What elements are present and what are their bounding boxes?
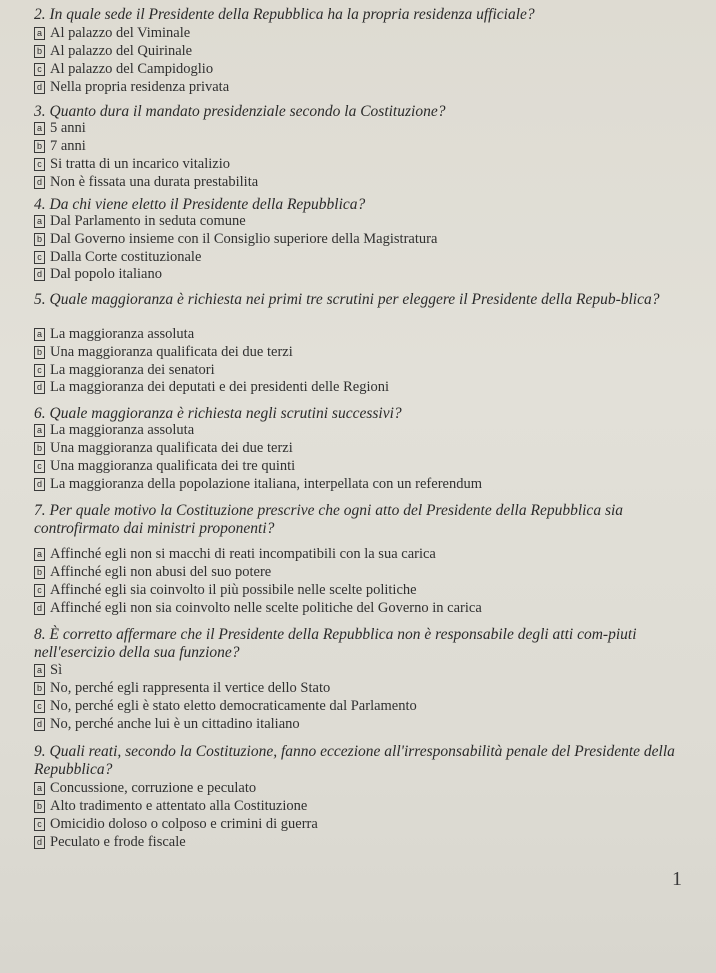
option-d[interactable] (34, 174, 258, 190)
option-letter-box: b (34, 346, 45, 359)
option-letter-box: d (34, 81, 45, 94)
option-letter-box: a (34, 328, 45, 341)
option-letter-box: a (34, 122, 45, 135)
option-a[interactable] (34, 422, 194, 438)
option-a[interactable] (34, 662, 62, 678)
option-text: No, perché egli rappresenta il vertice dello Stato (50, 680, 331, 696)
option-b[interactable] (34, 138, 86, 154)
option-text: La maggioranza della popolazione italiana, interpellata con un referendum (50, 476, 482, 492)
option-b[interactable] (34, 440, 293, 456)
question-text: 4. Da chi viene eletto il Presidente della Repubblica? (34, 196, 366, 213)
option-letter-box: a (34, 664, 45, 677)
option-letter-box: d (34, 836, 45, 849)
option-letter-box: d (34, 478, 45, 491)
option-letter-box: d (34, 718, 45, 731)
option-d[interactable] (34, 834, 186, 850)
option-letter-box: d (34, 176, 45, 189)
option-b[interactable] (34, 798, 307, 814)
option-a[interactable] (34, 213, 246, 229)
option-letter-box: b (34, 566, 45, 579)
option-letter-box: a (34, 548, 45, 561)
option-text: Dalla Corte costituzionale (50, 249, 202, 265)
option-letter-box: d (34, 381, 45, 394)
option-letter-box: d (34, 602, 45, 615)
option-text: La maggioranza assoluta (50, 422, 195, 438)
option-letter-box: b (34, 442, 45, 455)
option-letter-box: a (34, 424, 45, 437)
option-letter-box: b (34, 45, 45, 58)
option-letter-box: c (34, 364, 45, 377)
option-text: No, perché egli è stato eletto democraticamente dal Parlamento (50, 698, 417, 714)
question-text: 9. Quali reati, secondo la Costituzione, fanno eccezione all'irresponsabilità penale del Presidente della Repubblica? (34, 743, 675, 778)
option-letter-box: a (34, 215, 45, 228)
option-text: Sì (50, 662, 63, 678)
page-number: 1 (672, 868, 682, 890)
option-text: Peculato e frode fiscale (50, 834, 186, 850)
option-text: Nella propria residenza privata (50, 79, 230, 95)
option-text: Non è fissata una durata prestabilita (50, 174, 259, 190)
option-text: Al palazzo del Viminale (50, 25, 191, 41)
option-b[interactable] (34, 43, 192, 59)
question-text: 5. Quale maggioranza è richiesta nei primi tre scrutini per eleggere il Presidente della Repub-blica? (34, 291, 660, 308)
option-text: No, perché anche lui è un cittadino italiano (50, 716, 300, 732)
option-text: Si tratta di un incarico vitalizio (50, 156, 230, 172)
option-text: Dal Parlamento in seduta comune (50, 213, 246, 229)
option-text: Affinché egli non sia coinvolto nelle scelte politiche del Governo in carica (50, 600, 482, 616)
option-text: Affinché egli non abusi del suo potere (50, 564, 272, 580)
question-text: 3. Quanto dura il mandato presidenziale secondo la Costituzione? (34, 103, 446, 120)
option-letter-box: c (34, 251, 45, 264)
option-c[interactable] (34, 582, 417, 598)
option-a[interactable] (34, 780, 256, 796)
option-a[interactable] (34, 25, 190, 41)
option-d[interactable] (34, 476, 482, 492)
option-a[interactable] (34, 546, 436, 562)
option-c[interactable] (34, 156, 230, 172)
option-letter-box: b (34, 233, 45, 246)
option-d[interactable] (34, 79, 229, 95)
option-b[interactable] (34, 344, 293, 360)
option-b[interactable] (34, 680, 330, 696)
option-d[interactable] (34, 379, 389, 395)
option-c[interactable] (34, 816, 318, 832)
option-a[interactable] (34, 120, 86, 136)
question-text: 8. È corretto affermare che il Presidente della Repubblica non è responsabile degli atti com-piuti nell'esercizio della sua funzione? (34, 626, 637, 661)
option-letter-box: c (34, 158, 45, 171)
option-text: Una maggioranza qualificata dei due terzi (50, 440, 293, 456)
option-letter-box: c (34, 584, 45, 597)
option-letter-box: c (34, 63, 45, 76)
option-letter-box: c (34, 818, 45, 831)
option-text: Affinché egli non si macchi di reati incompatibili con la sua carica (50, 546, 436, 562)
option-letter-box: c (34, 460, 45, 473)
option-d[interactable] (34, 716, 300, 732)
option-text: Alto tradimento e attentato alla Costituzione (50, 798, 308, 814)
option-c[interactable] (34, 362, 215, 378)
option-letter-box: b (34, 682, 45, 695)
option-letter-box: a (34, 782, 45, 795)
option-text: Una maggioranza qualificata dei due terzi (50, 344, 293, 360)
option-b[interactable] (34, 564, 271, 580)
option-letter-box: c (34, 700, 45, 713)
option-letter-box: d (34, 268, 45, 281)
option-text: Dal popolo italiano (50, 266, 162, 282)
option-c[interactable] (34, 249, 201, 265)
option-text: La maggioranza assoluta (50, 326, 195, 342)
option-a[interactable] (34, 326, 194, 342)
option-c[interactable] (34, 61, 213, 77)
option-text: La maggioranza dei deputati e dei presidenti delle Regioni (50, 379, 390, 395)
option-text: 7 anni (50, 138, 86, 154)
option-text: Dal Governo insieme con il Consiglio superiore della Magistratura (50, 231, 438, 247)
question-text: 7. Per quale motivo la Costituzione prescrive che ogni atto del Presidente della Repubblica sia controfirmato dai ministri proponenti? (34, 502, 624, 537)
option-text: Affinché egli sia coinvolto il più possibile nelle scelte politiche (50, 582, 417, 598)
option-text: Al palazzo del Campidoglio (50, 61, 214, 77)
option-text: Concussione, corruzione e peculato (50, 780, 257, 796)
option-text: Omicidio doloso o colposo e crimini di guerra (50, 816, 318, 832)
question-text: 2. In quale sede il Presidente della Repubblica ha la propria residenza ufficiale? (34, 6, 535, 23)
option-d[interactable] (34, 266, 162, 282)
option-d[interactable] (34, 600, 482, 616)
option-letter-box: b (34, 800, 45, 813)
option-text: La maggioranza dei senatori (50, 362, 215, 378)
option-b[interactable] (34, 231, 437, 247)
option-c[interactable] (34, 458, 295, 474)
option-letter-box: a (34, 27, 45, 40)
question-text: 6. Quale maggioranza è richiesta negli scrutini successivi? (34, 405, 402, 422)
option-text: Una maggioranza qualificata dei tre quinti (50, 458, 296, 474)
option-text: Al palazzo del Quirinale (50, 43, 193, 59)
option-letter-box: b (34, 140, 45, 153)
option-c[interactable] (34, 698, 417, 714)
option-text: 5 anni (50, 120, 86, 136)
